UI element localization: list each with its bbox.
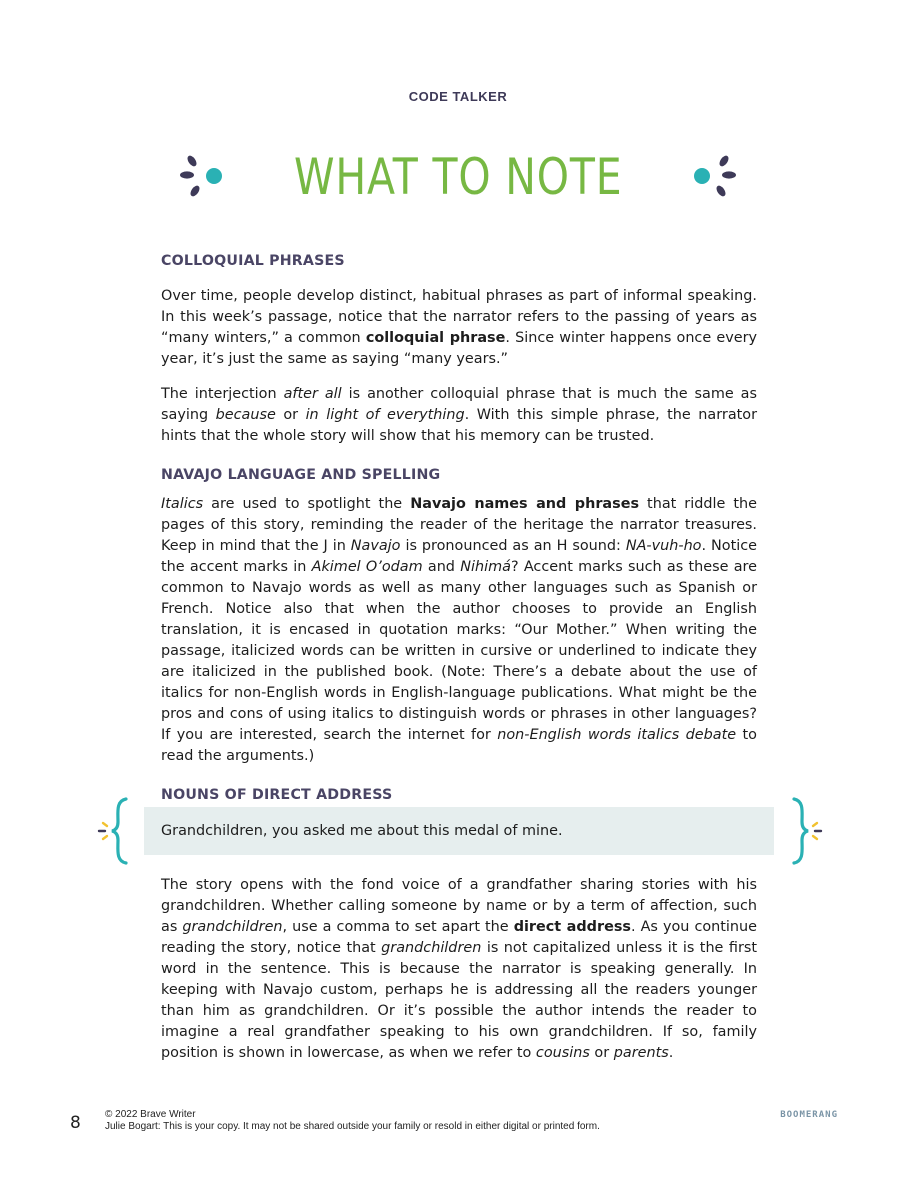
brace-left-icon [96,796,136,870]
section-heading-direct-address: NOUNS OF DIRECT ADDRESS [161,787,393,803]
copyright-line: © 2022 Brave Writer [105,1109,196,1120]
direct-address-body [161,875,757,1064]
callout-text: Grandchildren, you asked me about this medal of mine. [161,823,563,839]
brand-logo: BOOMERANG [780,1110,838,1120]
sparkle-left-icon [178,151,230,203]
sparkle-right-icon [686,151,738,203]
license-notice: Julie Bogart: This is your copy. It may not be shared outside your family or resold in either digital or printed form. [105,1121,600,1132]
callout-box [144,807,774,855]
title-row [0,142,916,212]
page-title: WHAT TO NOTE [293,148,623,206]
main-content [161,253,757,803]
footer-copyright [105,1109,600,1133]
paragraph-colloquial-2: The interjection after all is another colloquial phrase that is much the same as saying because or in light of everything. With this simple phrase, the narrator hints that the whole story will show that his memory can be trusted. [161,386,757,444]
section-heading-colloquial: COLLOQUIAL PHRASES [161,253,345,269]
passage-callout [96,796,824,866]
section-heading-navajo: NAVAJO LANGUAGE AND SPELLING [161,467,441,483]
paragraph-direct-address: The story opens with the fond voice of a grandfather sharing stories with his grandchildren. Whether calling someone by name or by a term of affection, such as grandchildren, use a comma to set apart the direct address. As you continue reading the story, notice that grandchildren is not capitalized unless it is the first word in the sentence. This is because the narrator is speaking generally. In keeping with Navajo custom, perhaps he is addressing all the readers younger than him as grandchildren. Or it’s possible the author intends the reader to imagine a real grandfather speaking to his own grandchildren. If so, family position is shown in lowercase, as when we refer to cousins or parents. [161,877,758,1061]
paragraph-colloquial-1: Over time, people develop distinct, habitual phrases as part of informal speaking. In this week’s passage, notice that the narrator refers to the passing of years as “many winters,” a common colloquial phrase. Since winter happens once every year, it’s just the same as saying “many years.” [161,288,757,367]
paragraph-navajo: Italics are used to spotlight the Navajo names and phrases that riddle the pages of this story, reminding the reader of the heritage the narrator treasures. Keep in mind that the J in Navajo is pronounced as an H sound: NA-vuh-ho. Notice the accent marks in Akimel O’odam and Nihimá? Accent marks such as these are common to Navajo words as well as many other languages such as Spanish or French. Notice also that when the author chooses to provide an English translation, it is encased in quotation marks: “Our Mother.” When writing the passage, italicized words can be written in cursive or underlined to indicate they are italicized in the published book. (Note: There’s a debate about the use of italics for non-English words in English-language publications. What might be the pros and cons of using italics to distinguish words or phrases in other languages? If you are interested, search the internet for non-English words italics debate to read the arguments.) [161,496,757,764]
running-header: CODE TALKER [408,89,508,104]
page-number: 8 [70,1113,81,1133]
brace-right-icon [784,796,824,870]
